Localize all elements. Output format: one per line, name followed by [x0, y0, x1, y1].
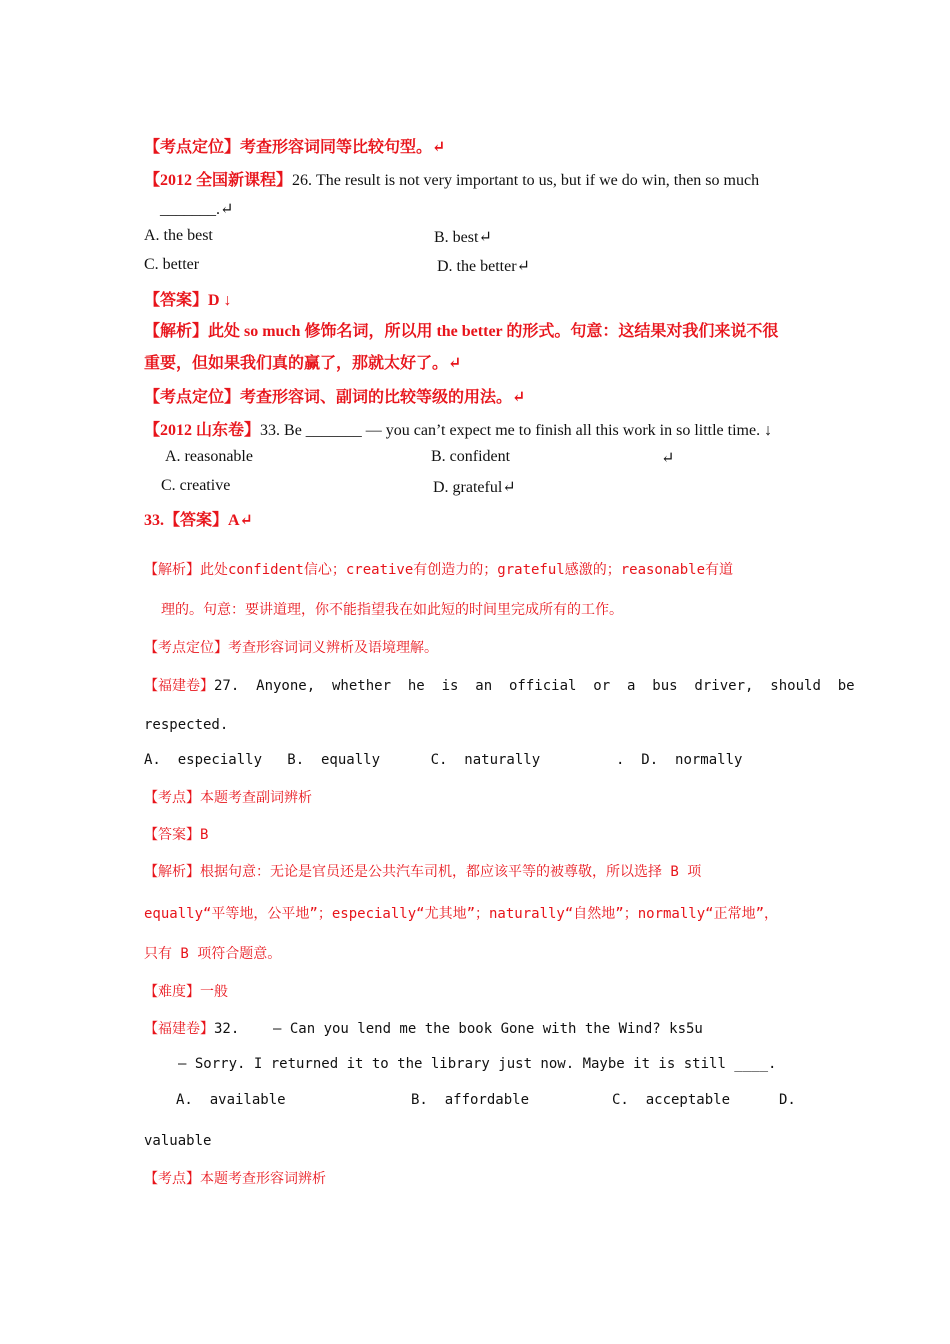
option-c: C. creative [161, 477, 231, 494]
option-a: A. reasonable [165, 448, 253, 465]
question-26-stem [144, 167, 759, 190]
options-row: A. especially B. equally C. naturally . D. normally [144, 752, 743, 768]
kaodian-line: 【考点定位】考查形容词同等比较句型。↵ [144, 139, 446, 156]
option-d: D. grateful↵ [433, 479, 516, 496]
analysis-line-1: 【解析】此处confident信心；creative有创造力的；grateful感激的；reasonable有道 [144, 562, 734, 578]
question-33-stem [144, 417, 772, 440]
question-27-stem-cont: respected. [144, 717, 229, 733]
question-source-tag: 【福建卷】 [144, 678, 214, 694]
option-d: D. [779, 1092, 796, 1108]
analysis-line-1: 【解析】根据句意：无论是官员还是公共汽车司机，都应该平等的被尊敬，所以选择 B 项 [144, 864, 702, 880]
analysis-line-2: equally“平等地，公平地”；especially“尤其地”；naturally“自然地”；normally“正常地”， [144, 906, 779, 922]
difficulty-line: 【难度】一般 [144, 984, 228, 1000]
question-source-tag: 【2012 山东卷】 [144, 422, 261, 439]
kaodian-line: 【考点】本题考查副词辨析 [144, 790, 312, 806]
kaodian-line: 【考点定位】考查形容词词义辨析及语境理解。 [144, 640, 438, 656]
answer-line: 【答案】D ↓ [144, 292, 232, 309]
question-text: 26. The result is not very important to us, but if we do win, then so much [292, 172, 760, 189]
option-b: B. affordable [411, 1092, 530, 1108]
question-text: 27. Anyone, whether he is an official or a bus driver, should be [214, 678, 855, 694]
option-c: C. better [144, 256, 200, 273]
option-a: A. available [176, 1092, 286, 1108]
option-d-text: valuable [144, 1133, 212, 1149]
option-d: D. the better↵ [437, 258, 530, 275]
analysis-line-2: 理的。句意：要讲道理，你不能指望我在如此短的时间里完成所有的工作。 [161, 602, 623, 618]
option-a: A. the best [144, 227, 213, 244]
question-text: 32. — Can you lend me the book Gone with the Wind? ks5u [214, 1021, 703, 1037]
option-c: C. acceptable [612, 1092, 731, 1108]
question-32-stem [144, 1018, 703, 1038]
question-27-stem [144, 675, 855, 695]
analysis-line-3: 只有 B 项符合题意。 [144, 946, 282, 962]
analysis-line-1: 【解析】此处 so much 修饰名词，所以用 the better 的形式。句意：这结果对我们来说不很 [144, 323, 779, 340]
option-b: B. confident [431, 448, 511, 465]
answer-line: 33.【答案】A↵ [144, 512, 253, 529]
kaodian-line: 【考点定位】考查形容词、副词的比较等级的用法。↵ [144, 389, 526, 406]
analysis-line-2: 重要，但如果我们真的赢了，那就太好了。↵ [144, 355, 462, 372]
return-mark: ↵ [661, 450, 675, 467]
answer-line: 【答案】B [144, 827, 209, 843]
kaodian-line: 【考点】本题考查形容词辨析 [144, 1171, 326, 1187]
option-b: B. best↵ [434, 229, 492, 246]
question-32-reply: — Sorry. I returned it to the library just now. Maybe it is still ____. [178, 1056, 777, 1072]
question-source-tag: 【福建卷】 [144, 1021, 214, 1037]
question-26-blank: _______.↵ [160, 201, 234, 218]
question-text: 33. Be _______ — you can’t expect me to finish all this work in so little time. ↓ [260, 422, 773, 439]
question-source-tag: 【2012 全国新课程】 [144, 172, 293, 189]
